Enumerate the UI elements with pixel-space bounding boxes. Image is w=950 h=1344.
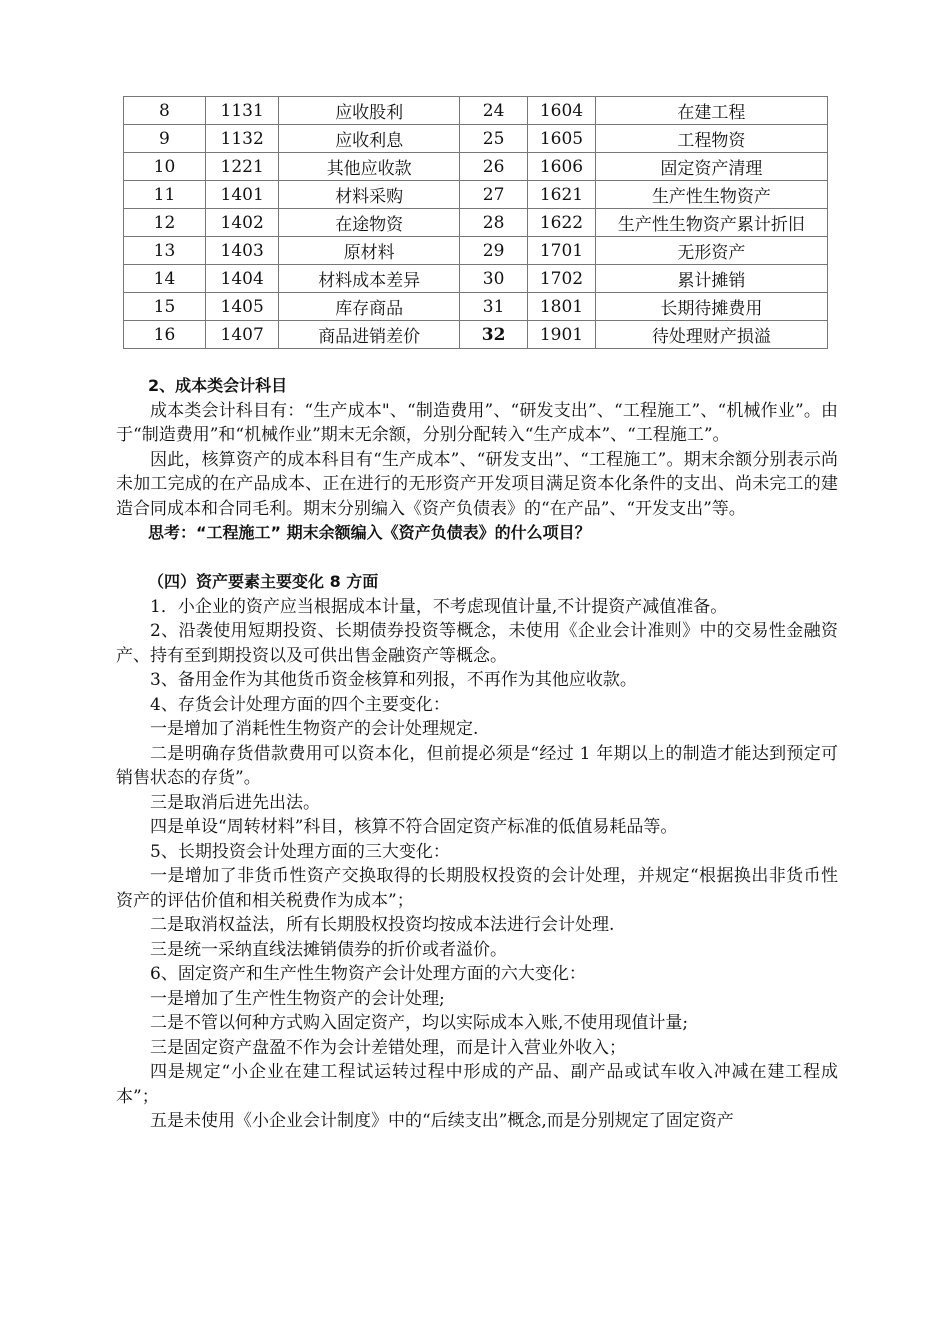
list-item: 一是增加了生产性生物资产的会计处理; xyxy=(150,988,445,1009)
table-cell: 商品进销差价 xyxy=(279,321,460,349)
list-item: 二是不管以何种方式购入固定资产，均以实际成本入账,不使用现值计量; xyxy=(150,1013,689,1033)
table-cell: 28 xyxy=(459,209,527,237)
table-row xyxy=(124,321,828,349)
table-row xyxy=(124,265,828,293)
table-cell: 1606 xyxy=(528,153,596,181)
table-cell: 27 xyxy=(459,181,527,209)
table-cell: 材料采购 xyxy=(279,181,460,209)
list-item: 一是增加了消耗性生物资产的会计处理规定. xyxy=(150,719,479,739)
table-cell: 其他应收款 xyxy=(279,153,460,181)
table-row xyxy=(124,293,828,321)
table-cell: 1407 xyxy=(205,321,278,349)
table-cell: 13 xyxy=(124,237,206,265)
table-row xyxy=(124,153,828,181)
list-item: 3、备用金作为其他货币资金核算和列报，不再作为其他应收款。 xyxy=(150,670,637,690)
table-cell: 8 xyxy=(124,97,206,125)
table-cell: 长期待摊费用 xyxy=(595,293,827,321)
paragraph: 成本类会计科目有：“生产成本"、“制造费用”、“研发支出”、“工程施工”、“机械作业”。由于“制造费用”和“机械作业”期末无余额，分别分配转入“生产成本”、“工程施工”。 xyxy=(116,400,838,445)
table-cell: 在建工程 xyxy=(595,97,827,125)
table-row xyxy=(124,97,828,125)
list-item: 5、长期投资会计处理方面的三大变化： xyxy=(150,841,450,862)
table-row xyxy=(124,209,828,237)
table-cell: 1622 xyxy=(528,209,596,237)
spacer xyxy=(116,546,838,571)
list-item: 6、固定资产和生产性生物资产会计处理方面的六大变化： xyxy=(150,964,586,984)
table-cell: 库存商品 xyxy=(279,293,460,321)
paragraph: 因此，核算资产的成本科目有“生产成本”、“研发支出”、“工程施工”。期末余额分别表示尚未加工完成的在产品成本、正在进行的无形资产开发项目满足资本化条件的支出、尚未完工的建造合同成本和合同毛利。期末分别编入《资产负债表》的“在产品”、“开发支出”等。 xyxy=(116,449,838,519)
list-item: 二是取消权益法，所有长期股权投资均按成本法进行会计处理. xyxy=(150,915,615,935)
table-row xyxy=(124,237,828,265)
table-cell: 固定资产清理 xyxy=(595,153,827,181)
table-cell: 1131 xyxy=(205,97,278,125)
table-cell: 1801 xyxy=(528,293,596,321)
table-cell: 应收股利 xyxy=(279,97,460,125)
list-item: 五是未使用《小企业会计制度》中的“后续支出”概念,而是分别规定了固定资产 xyxy=(150,1111,734,1131)
table-cell: 生产性生物资产累计折旧 xyxy=(595,209,827,237)
table-cell: 12 xyxy=(124,209,206,237)
table-cell: 15 xyxy=(124,293,206,321)
table-cell: 累计摊销 xyxy=(595,265,827,293)
account-table-body xyxy=(124,97,828,349)
table-cell: 待处理财产损溢 xyxy=(595,321,827,349)
table-cell: 10 xyxy=(124,153,206,181)
list-item: 四是单设“周转材料”科目，核算不符合固定资产标准的低值易耗品等。 xyxy=(150,817,678,837)
table-cell: 11 xyxy=(124,181,206,209)
table-cell: 1404 xyxy=(205,265,278,293)
list-item: 三是统一采纳直线法摊销债券的折价或者溢价。 xyxy=(150,939,507,960)
document-body xyxy=(116,374,838,1134)
table-cell: 材料成本差异 xyxy=(279,265,460,293)
list-item: 1．小企业的资产应当根据成本计量，不考虑现值计量,不计提资产减值准备。 xyxy=(150,596,728,617)
table-cell: 原材料 xyxy=(279,237,460,265)
list-item: 三是固定资产盘盈不作为会计差错处理，而是计入营业外收入； xyxy=(150,1037,626,1058)
section-heading: 2、成本类会计科目 xyxy=(148,376,288,395)
table-cell: 1604 xyxy=(528,97,596,125)
list-item: 三是取消后进先出法。 xyxy=(150,792,320,813)
table-cell: 1605 xyxy=(528,125,596,153)
table-cell: 24 xyxy=(459,97,527,125)
table-row xyxy=(124,181,828,209)
list-item: 一是增加了非货币性资产交换取得的长期股权投资的会计处理，并规定“根据换出非货币性资产的评估价值和相关税费作为成本”； xyxy=(116,866,838,911)
list-item: 4、存货会计处理方面的四个主要变化： xyxy=(150,694,450,715)
table-cell: 1621 xyxy=(528,181,596,209)
table-cell: 29 xyxy=(459,237,527,265)
table-cell: 16 xyxy=(124,321,206,349)
table-cell: 1901 xyxy=(528,321,596,349)
account-table xyxy=(123,96,828,349)
table-cell: 32 xyxy=(459,321,527,349)
list-item: 四是规定“小企业在建工程试运转过程中形成的产品、副产品或试车收入冲减在建工程成本”； xyxy=(116,1062,838,1107)
table-cell: 无形资产 xyxy=(595,237,827,265)
table-cell: 应收利息 xyxy=(279,125,460,153)
table-cell: 1403 xyxy=(205,237,278,265)
think-question: 思考：“工程施工” 期末余额编入《资产负债表》的什么项目？ xyxy=(148,523,591,542)
section-heading: （四）资产要素主要变化 8 方面 xyxy=(148,572,379,591)
table-cell: 1701 xyxy=(528,237,596,265)
table-cell: 1402 xyxy=(205,209,278,237)
table-cell: 在途物资 xyxy=(279,209,460,237)
list-item: 2、沿袭使用短期投资、长期债券投资等概念，未使用《企业会计准则》中的交易性金融资产、持有至到期投资以及可供出售金融资产等概念。 xyxy=(116,621,838,666)
table-row xyxy=(124,125,828,153)
table-cell: 14 xyxy=(124,265,206,293)
table-cell: 31 xyxy=(459,293,527,321)
table-cell: 1221 xyxy=(205,153,278,181)
list-item: 二是明确存货借款费用可以资本化，但前提必须是“经过 1 年期以上的制造才能达到预定可销售状态的存货”。 xyxy=(116,743,838,788)
table-cell: 1401 xyxy=(205,181,278,209)
table-cell: 1702 xyxy=(528,265,596,293)
table-cell: 工程物资 xyxy=(595,125,827,153)
table-cell: 1405 xyxy=(205,293,278,321)
table-cell: 30 xyxy=(459,265,527,293)
table-cell: 1132 xyxy=(205,125,278,153)
table-cell: 26 xyxy=(459,153,527,181)
table-cell: 9 xyxy=(124,125,206,153)
table-cell: 生产性生物资产 xyxy=(595,181,827,209)
table-cell: 25 xyxy=(459,125,527,153)
